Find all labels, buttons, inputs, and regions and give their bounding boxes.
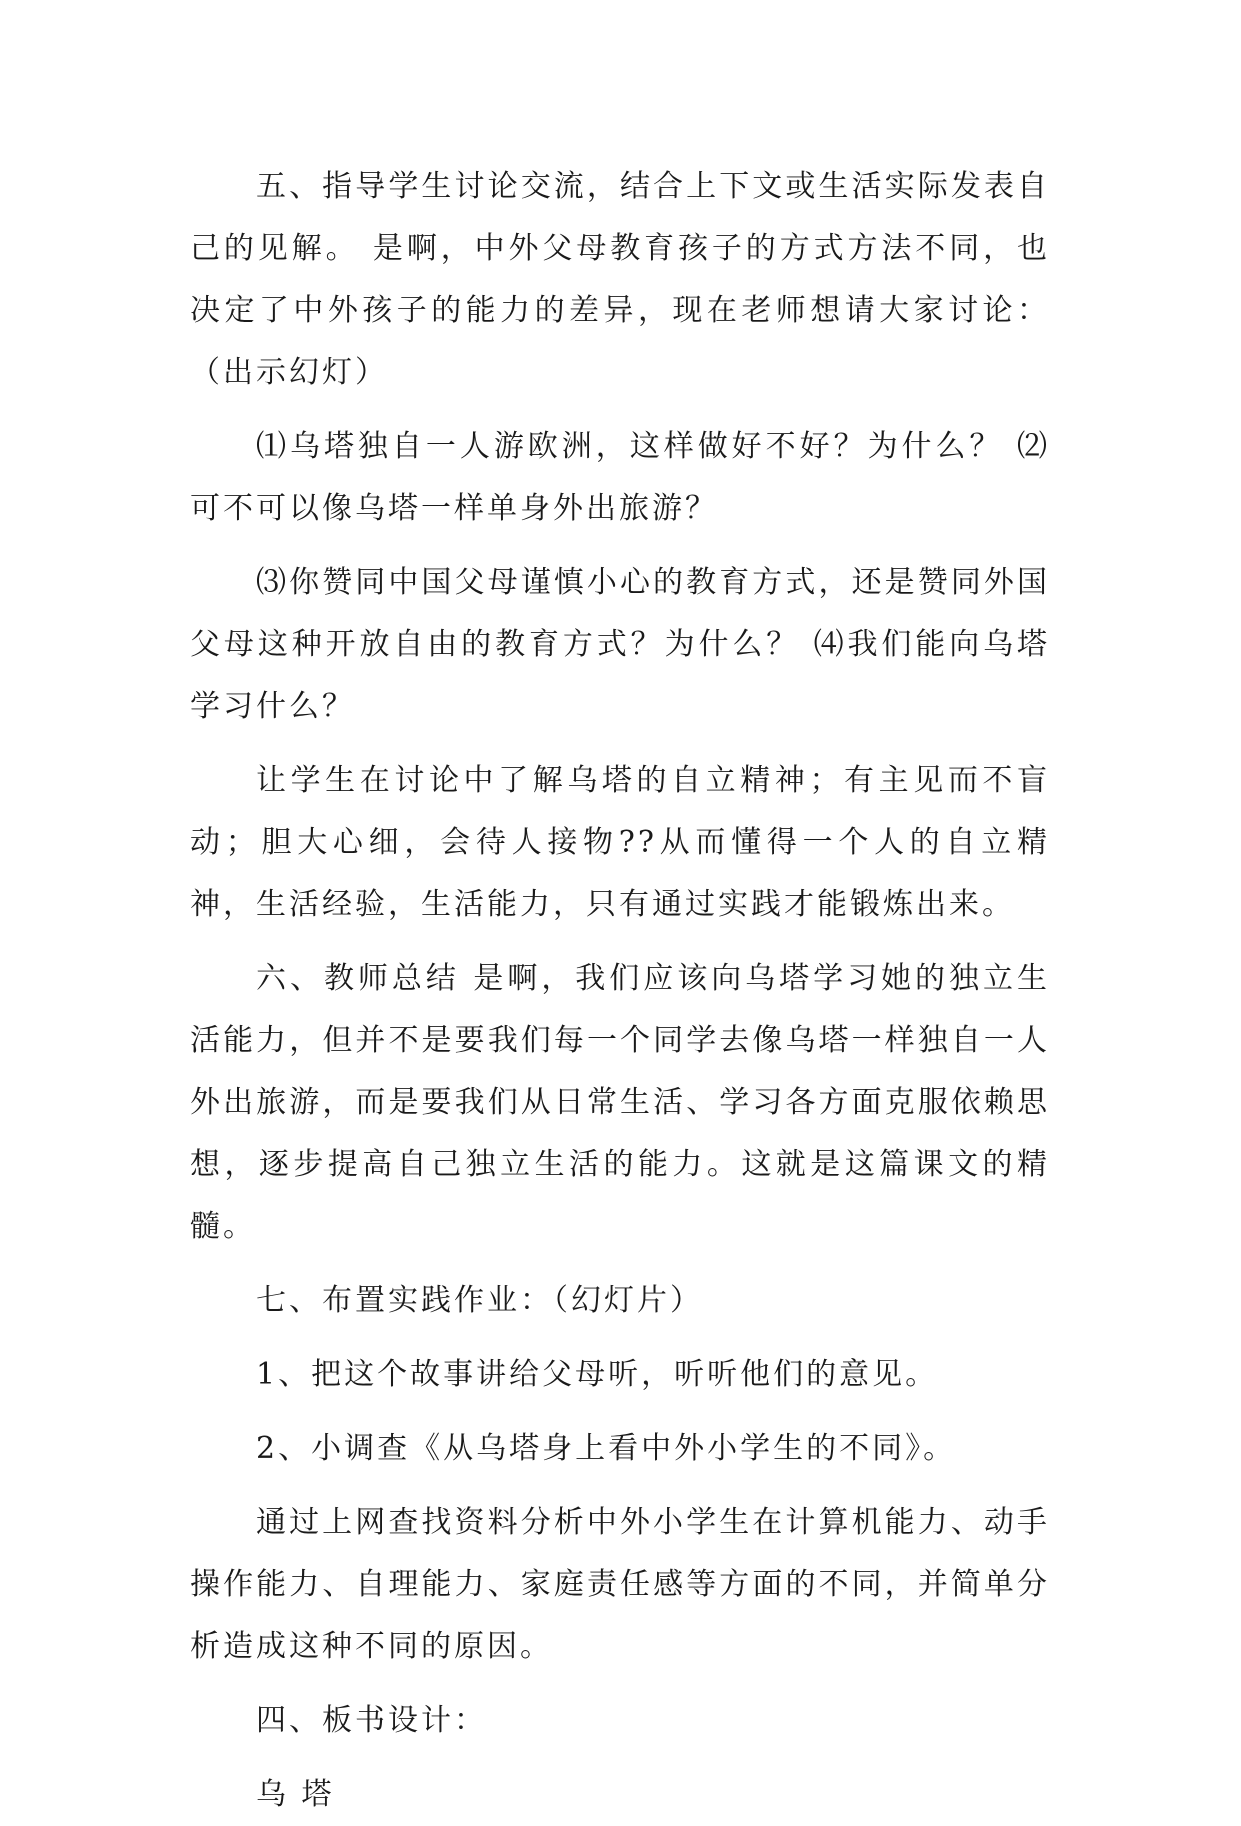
paragraph-homework-item-2: 2、小调查《从乌塔身上看中外小学生的不同》。 — [256, 1431, 957, 1466]
paragraph-teacher-summary: 六、教师总结 是啊，我们应该向乌塔学习她的独立生活能力，但并不是要我们每一个同学去像乌塔一样独自一人外出旅游，而是要我们从日常生活、学习各方面克服依赖思想，逐步提高自己独立生活的能力。这就是这篇课文的精髓。 — [190, 961, 1050, 1244]
paragraph-question-3-4: ⑶你赞同中国父母谨慎小心的教育方式，还是赞同外国父母这种开放自由的教育方式？为什么？ ⑷我们能向乌塔学习什么？ — [190, 565, 1050, 724]
paragraph-blackboard-title: 乌 塔 — [256, 1777, 335, 1812]
paragraph-homework-heading: 七、布置实践作业：（幻灯片） — [256, 1283, 703, 1318]
paragraph-blackboard-heading: 四、板书设计： — [256, 1703, 487, 1738]
paragraph-homework-detail: 通过上网查找资料分析中外小学生在计算机能力、动手操作能力、自理能力、家庭责任感等方面的不同，并简单分析造成这种不同的原因。 — [190, 1505, 1050, 1664]
paragraph-discussion-intro: 五、指导学生讨论交流，结合上下文或生活实际发表自己的见解。 是啊，中外父母教育孩子的方式方法不同，也决定了中外孩子的能力的差异，现在老师想请大家讨论：（出示幻灯） — [190, 169, 1050, 390]
paragraph-question-1-2: ⑴乌塔独自一人游欧洲，这样做好不好？为什么？ ⑵可不可以像乌塔一样单身外出旅游？ — [190, 429, 1050, 526]
paragraph-discussion-goal: 让学生在讨论中了解乌塔的自立精神；有主见而不盲动；胆大心细，会待人接物??从而懂得一个人的自立精神，生活经验，生活能力，只有通过实践才能锻炼出来。 — [190, 763, 1050, 922]
paragraph-homework-item-1: 1、把这个故事讲给父母听，听听他们的意见。 — [256, 1357, 939, 1392]
document-page — [190, 156, 1050, 1826]
